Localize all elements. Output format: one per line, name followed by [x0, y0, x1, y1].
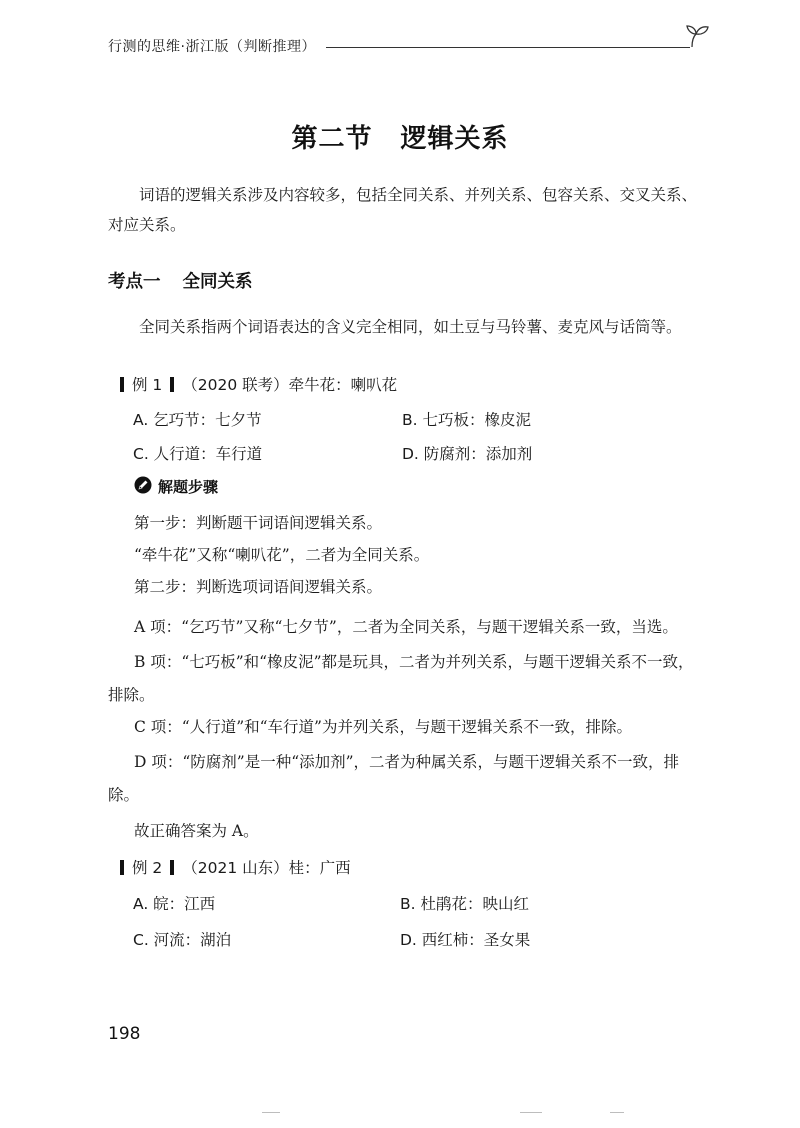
- label-bar-left: [120, 860, 124, 875]
- scan-artifact: [262, 1112, 280, 1113]
- point-label: 考点一: [108, 272, 161, 292]
- example-2-option-b: B. 杜鹃花：映山红: [400, 895, 529, 913]
- solution-heading-label: 解题步骤: [158, 478, 219, 496]
- example-1-option-c: C. 人行道：车行道: [133, 445, 263, 463]
- example-2-line: [120, 856, 351, 878]
- definition-paragraph: 全同关系指两个词语表达的含义完全相同，如土豆与马铃薯、麦克风与话筒等。: [139, 318, 682, 336]
- pen-circle-icon: [134, 476, 152, 494]
- example-2-option-d: D. 西红柿：圣女果: [400, 931, 531, 949]
- example-2-label: 例 2: [132, 859, 163, 877]
- point-title: [108, 268, 253, 293]
- intro-paragraph: 词语的逻辑关系涉及内容较多，包括全同关系、并列关系、包容关系、交叉关系、对应关系。: [108, 186, 698, 234]
- scan-artifact: [610, 1112, 624, 1113]
- example-2-source: （2021 山东）桂：广西: [182, 859, 351, 877]
- running-header-title: 行测的思维·浙江版（判断推理）: [108, 39, 316, 55]
- sprout-icon: [682, 21, 712, 51]
- example-1-line: [120, 373, 397, 395]
- section-number: 第二节: [291, 124, 373, 154]
- point-heading: 全同关系: [182, 272, 253, 292]
- page-number: 198: [108, 1024, 141, 1044]
- solution-step-1: 第一步：判断题干词语间逻辑关系。: [134, 514, 383, 532]
- example-1-option-a: A. 乞巧节：七夕节: [133, 411, 262, 429]
- solution-option-c: C 项：“人行道”和“车行道”为并列关系，与题干逻辑关系不一致，排除。: [134, 718, 632, 736]
- label-bar-left: [120, 377, 124, 392]
- solution-option-d: D 项：“防腐剂”是一种“添加剂”，二者为种属关系，与题干逻辑关系不一致，排除。: [108, 753, 680, 804]
- example-1-option-b: B. 七巧板：橡皮泥: [402, 411, 531, 429]
- solution-line-2: “牵牛花”又称“喇叭花”，二者为全同关系。: [134, 546, 430, 564]
- header-rule: [326, 47, 690, 48]
- section-title: [0, 118, 800, 155]
- example-1-source: （2020 联考）牵牛花：喇叭花: [182, 376, 398, 394]
- example-2-option-a: A. 皖：江西: [133, 895, 216, 913]
- label-bar-right: [170, 860, 174, 875]
- solution-answer: 故正确答案为 A。: [134, 822, 259, 840]
- example-2-option-c: C. 河流：湖泊: [133, 931, 232, 949]
- scan-artifact: [520, 1112, 542, 1113]
- example-1-label: 例 1: [132, 376, 163, 394]
- running-header: [108, 33, 708, 61]
- section-heading: 逻辑关系: [400, 124, 509, 154]
- solution-step-2: 第二步：判断选项词语间逻辑关系。: [134, 578, 383, 596]
- example-1-option-d: D. 防腐剂：添加剂: [402, 445, 533, 463]
- solution-option-a: A 项：“乞巧节”又称“七夕节”，二者为全同关系，与题干逻辑关系一致，当选。: [134, 618, 678, 636]
- solution-option-b: B 项：“七巧板”和“橡皮泥”都是玩具，二者为并列关系，与题干逻辑关系不一致，排除。: [108, 653, 694, 704]
- label-bar-right: [170, 377, 174, 392]
